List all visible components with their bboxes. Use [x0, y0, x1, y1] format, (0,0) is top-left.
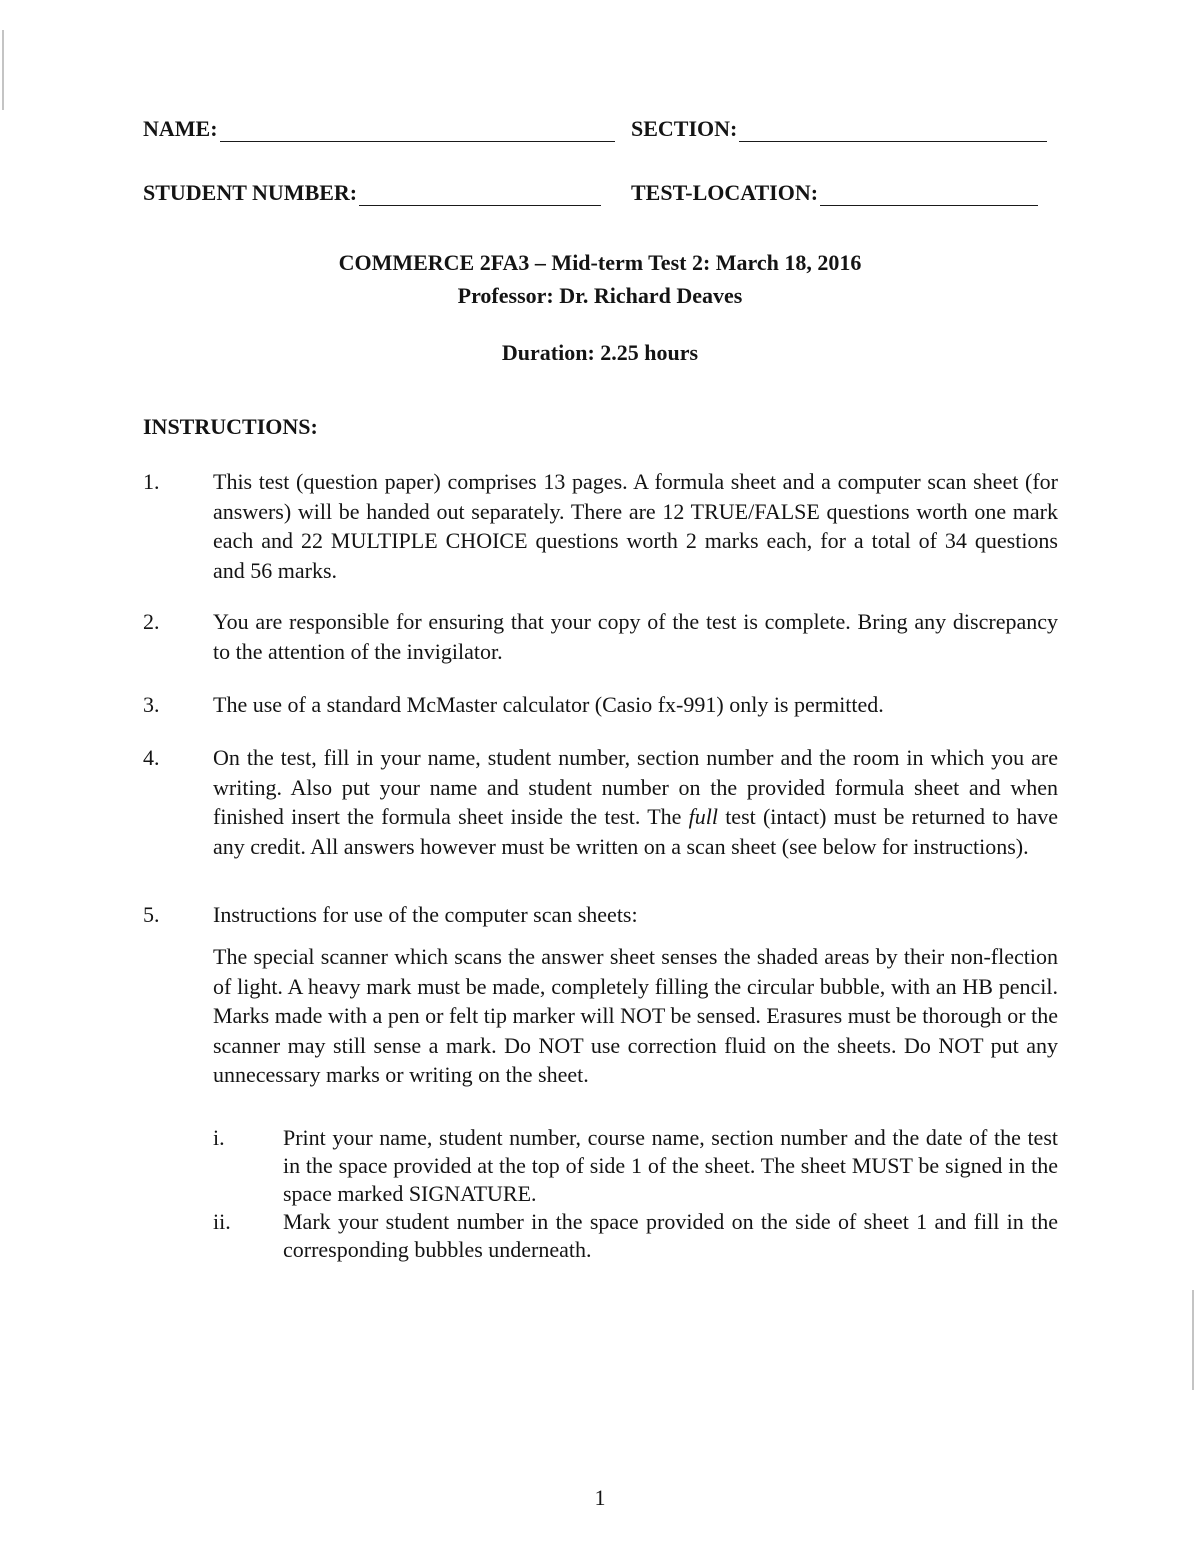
instruction-text-part: test (intact) must be returned to have any credit. All answers however must be written on a scan sheet (see below for instructions).	[213, 804, 1058, 859]
instruction-number: 3.	[143, 692, 160, 717]
name-label: NAME:	[143, 116, 218, 141]
sub-item-text: Print your name, student number, course name, section number and the date of the test in the space provided at the top of side 1 of the sheet. The sheet MUST be signed in the space marked SIGNATURE.	[283, 1125, 1058, 1206]
sub-item-number: i.	[213, 1125, 225, 1150]
instruction-number: 1.	[143, 469, 160, 494]
name-field[interactable]	[143, 112, 615, 142]
test-location-blank-line[interactable]	[820, 181, 1038, 206]
name-blank-line[interactable]	[220, 117, 615, 142]
instruction-text: This test (question paper) comprises 13 pages. A formula sheet and a computer scan sheet (for answers) will be handed out separately. There are 12 TRUE/FALSE questions worth one mark each and 22 MULTIPLE CHOICE questions worth 2 marks each, for a total of 34 questions and 56 marks.	[213, 469, 1058, 583]
student-number-location-row	[143, 176, 1058, 210]
test-location-label: TEST-LOCATION:	[631, 180, 819, 205]
sub-item-text: Mark your student number in the space provided on the side of sheet 1 and fill in the corresponding bubbles underneath.	[283, 1209, 1058, 1262]
instruction-number: 2.	[143, 609, 160, 634]
course-title: COMMERCE 2FA3 – Mid-term Test 2: March 18, 2016	[338, 250, 862, 275]
page-number: 1	[594, 1485, 606, 1510]
sub-item-number: ii.	[213, 1209, 231, 1234]
professor-line: Professor: Dr. Richard Deaves	[457, 283, 743, 308]
right-edge-scan-mark	[1192, 1290, 1194, 1390]
duration-line: Duration: 2.25 hours	[501, 340, 699, 365]
left-edge-scan-mark	[2, 30, 4, 110]
instruction-text	[213, 743, 1058, 861]
instruction-text-part: On the test, fill in your name, student number, section number and the room in which you are writing. Also put your name and student number on the provided formula sheet and when finished insert the formula sheet inside the test. The	[213, 745, 1058, 829]
instruction-number: 4.	[143, 745, 160, 770]
student-number-blank-line[interactable]	[359, 181, 601, 206]
section-field[interactable]	[631, 112, 1047, 142]
student-number-field[interactable]	[143, 176, 601, 206]
name-section-row	[143, 112, 1058, 146]
section-blank-line[interactable]	[739, 117, 1047, 142]
emphasis-full: full	[688, 804, 718, 829]
instruction-text: Instructions for use of the computer scan sheets:	[213, 902, 638, 927]
student-number-label: STUDENT NUMBER:	[143, 180, 358, 205]
instruction-text: You are responsible for ensuring that your copy of the test is complete. Bring any discrepancy to the attention of the invigilator.	[213, 609, 1058, 664]
instruction-number: 5.	[143, 902, 160, 927]
instructions-heading: INSTRUCTIONS:	[143, 414, 318, 439]
scan-sheet-paragraph: The special scanner which scans the answer sheet senses the shaded areas by their non-flection of light. A heavy mark must be made, completely filling the circular bubble, with an HB pencil. Marks made with a pen or felt tip marker will NOT be sensed. Erasures must be thorough or the scanner may still sense a mark. Do NOT use correction fluid on the sheets. Do NOT put any unnecessary marks or writing on the sheet.	[213, 944, 1058, 1087]
instruction-text: The use of a standard McMaster calculator (Casio fx-991) only is permitted.	[213, 692, 884, 717]
section-label: SECTION:	[631, 116, 738, 141]
test-location-field[interactable]	[631, 176, 1038, 206]
